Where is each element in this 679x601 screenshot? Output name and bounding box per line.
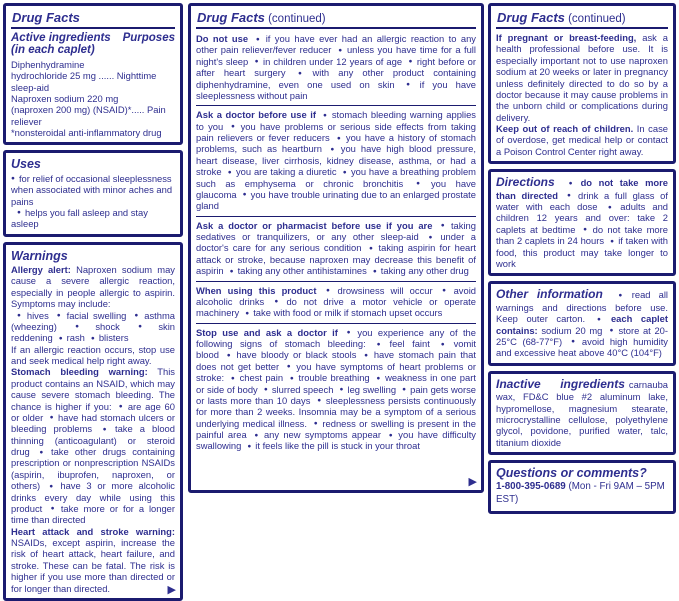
bullet-icon: ● xyxy=(387,431,395,439)
bullet-icon: ● xyxy=(252,431,260,439)
bullet-icon: ● xyxy=(117,403,124,411)
bullet-icon: ● xyxy=(35,448,47,456)
phone-hours: (Mon - Fri 9AM – 5PM EST) xyxy=(496,481,665,505)
bullet-icon: ● xyxy=(17,209,21,217)
bullet-icon: ● xyxy=(230,374,236,382)
other-information-heading: Other information xyxy=(496,287,603,302)
bullet-icon: ● xyxy=(612,291,628,299)
bullet-icon: ● xyxy=(342,168,347,176)
bullet-icon: ● xyxy=(289,374,295,382)
stop-use-section: Stop use and ask a doctor if ● you experience any of the following signs of stomach bleeding: ● feel faint ● vomit blood ● have bloody or black stools ● have stomach pain that does not get better ● you have symptoms of heart problems or stroke: ● chest pain ● trouble breathing ● weakness in one part or side of body ● slurred speech ● leg swelling ● pain gets worse or lasts more than 10 days ● sleeplessness persists continuously for more than 2 weeks. Insomnia may be a symptom of a serious underlying medical illness. ● redness or swelling is present in the painful area ● any new symptoms appear ● you have difficulty swallowing ● it feels like the pill is stuck in your throat xyxy=(196,323,476,456)
bullet-icon: ● xyxy=(335,134,342,142)
active-ingredients-heading xyxy=(11,32,175,57)
column-3 xyxy=(488,3,676,505)
bullet-icon: ● xyxy=(227,168,232,176)
questions-heading: Questions or comments? xyxy=(496,466,647,481)
bullet-icon: ● xyxy=(402,386,407,393)
phone-line xyxy=(496,481,668,506)
bullet-icon: ● xyxy=(581,226,589,234)
bullet-icon: ● xyxy=(408,58,413,66)
bullet-icon: ● xyxy=(98,425,111,433)
inactive-ingredients-box xyxy=(488,371,676,455)
bullet-icon: ● xyxy=(322,287,334,294)
bullet-icon: ● xyxy=(54,312,63,320)
bullet-icon: ● xyxy=(312,420,319,428)
bullet-icon: ● xyxy=(591,315,607,323)
bullet-icon: ● xyxy=(424,233,437,241)
bullet-icon: ● xyxy=(371,340,386,348)
bullet-icon: ● xyxy=(229,267,234,275)
bullet-icon: ● xyxy=(343,329,354,337)
directions-text: Directions ● do not take more than directed ● drink a full glass of water with each dose ● adults and children 12 years and over: take 2 caplets at bedtime ● do not take more than 2 caplets in 24 hours ● if taken with food, this product may take longer to work xyxy=(496,175,668,269)
warnings-text: Allergy alert: Naproxen sodium may cause a severe allergic reaction, especially in people allergic to aspirin. Symptoms may include: ● hives ● facial swelling ● asthma (wheezing) ● shock ● skin reddening ● rash ● blisters If an allergic reaction occurs, stop use and seek medical help right away. Stomach bleeding warning: This product contains an NSAID, which may cause severe stomach bleeding. The chance is higher if you: ● are age 60 or older ● have had stomach ulcers or bleeding problems ● take a blood thinning (anticoagulant) or steroid drug ● take other drugs containing prescription or nonprescription NSAIDs (aspirin, ibuprofen, naproxen, or others) ● have 3 or more alcoholic drinks every day while using this product ● take more or for a longer time than directed Heart attack and stroke warning: NSAIDs, except aspirin, increase the risk of heart attack, heart failure, and stroke. These can be fatal. The risk is higher if you use more than directed or for longer than directed. xyxy=(11,264,175,594)
bullet-icon: ● xyxy=(247,442,252,450)
bullet-icon: ● xyxy=(17,312,23,320)
bullet-icon: ● xyxy=(254,58,260,66)
bullet-icon: ● xyxy=(316,397,322,405)
bullet-icon: ● xyxy=(132,312,141,320)
questions-box xyxy=(488,460,676,513)
continued-arrow-icon: ▶ xyxy=(468,476,477,488)
bullet-icon: ● xyxy=(409,180,427,187)
bullet-icon: ● xyxy=(285,363,293,371)
bullet-icon: ● xyxy=(242,191,247,199)
column-1 xyxy=(3,3,183,596)
active-ingredients-text: Diphenhydramine hydrochloride 25 mg ...... Nighttime sleep-aid Naproxen sodium 220 mg (naproxen 200 mg) (NSAID)*..... Pain reliever *nonsteroidal anti-inflammatory drug xyxy=(11,58,166,139)
bullet-icon: ● xyxy=(46,482,57,490)
directions-heading: Directions xyxy=(496,175,555,190)
bullet-icon: ● xyxy=(270,298,283,306)
bullet-icon: ● xyxy=(375,374,382,382)
bullet-icon: ● xyxy=(90,334,95,342)
continued-panel-1 xyxy=(188,3,484,493)
pregnancy-box xyxy=(488,3,676,164)
bullet-icon: ● xyxy=(125,323,155,331)
bullet-icon: ● xyxy=(610,237,615,245)
bullet-icon: ● xyxy=(400,81,416,88)
active-ingredients-label: Active ingredients (in each caplet) xyxy=(11,32,111,57)
bullet-icon: ● xyxy=(11,175,15,183)
pregnancy-text: If pregnant or breast-feeding, ask a health professional before use. It is especially important not to use naproxen sodium at 20 weeks or later in pregnancy unless definitely directed to do so by a doctor because it may cause problems in the unborn child or complications during delivery. Keep out of reach of children. In case of overdose, get medical help or contact a Poison Control Center right away. xyxy=(496,32,668,157)
inactive-ingredients-heading: Inactive ingredients xyxy=(496,376,625,391)
bullet-icon: ● xyxy=(49,414,55,422)
column-2 xyxy=(188,3,484,493)
bullet-icon: ● xyxy=(367,244,375,252)
directions-box xyxy=(488,169,676,276)
bullet-icon: ● xyxy=(564,179,577,187)
bullet-icon: ● xyxy=(263,386,268,393)
phone-number: 1-800-395-0689 xyxy=(496,481,566,493)
uses-heading: Uses xyxy=(11,157,41,172)
inactive-ingredients-text: Inactive ingredients carnauba wax, FD&C blue #2 aluminum lake, hypromellose, magnesium stearate, microcrystalline cellulose, polyethylene glycol, povidone, purified water, talc, titanium dioxide xyxy=(496,376,668,448)
purposes-label: Purposes xyxy=(122,32,175,44)
bullet-icon: ● xyxy=(245,309,250,317)
warnings-box xyxy=(3,242,183,601)
bullet-icon: ● xyxy=(224,351,233,359)
other-information-box xyxy=(488,281,676,365)
bullet-icon: ● xyxy=(339,386,344,393)
uses-box xyxy=(3,150,183,236)
bullet-icon: ● xyxy=(328,145,337,153)
bullet-icon: ● xyxy=(58,334,63,342)
bullet-icon: ● xyxy=(229,123,237,131)
bullet-icon: ● xyxy=(438,222,447,230)
bullet-icon: ● xyxy=(62,323,92,331)
bullet-icon: ● xyxy=(603,203,617,211)
uses-text: ● for relief of occasional sleeplessness when associated with minor aches and pains ● helps you fall asleep and stay asleep xyxy=(11,172,173,230)
bullet-icon: ● xyxy=(608,327,615,335)
warnings-heading: Warnings xyxy=(11,248,68,263)
when-using-section: When using this product ● drowsiness will occur ● avoid alcoholic drinks ● do not drive a motor vehicle or operate machinery ● take with food or milk if stomach upset occurs xyxy=(196,281,476,323)
bullet-icon: ● xyxy=(372,267,377,275)
bullet-icon: ● xyxy=(435,340,450,348)
continued-arrow-icon: ▶ xyxy=(167,583,176,596)
drug-facts-continued-title: Drug Facts (continued) xyxy=(496,9,668,29)
bullet-icon: ● xyxy=(321,111,328,119)
other-information-text: Other information ● read all warnings and directions before use. Keep outer carton. ● each caplet contains: sodium 20 mg ● store at 20-25°C (68-77°F) ● avoid high humidity and excessive heat above 40°C (104°F) xyxy=(496,287,668,359)
bullet-icon: ● xyxy=(568,338,578,346)
bullet-icon: ● xyxy=(563,192,575,200)
bullet-icon: ● xyxy=(438,287,450,294)
ask-doctor-section: Ask a doctor before use if ● stomach bleeding warning applies to you ● you have problems or serious side effects from taking pain relievers or fever reducers ● you have a history of stomach problems, such as heartburn ● you have high blood pressure, heart disease, liver cirrhosis, kidney disease, asthma, or had a stroke ● you are taking a diuretic ● you have a breathing problem such as emphysema or chronic bronchitis ● you have glaucoma ● you have trouble urinating due to an enlarged prostate gland xyxy=(196,105,476,215)
bullet-icon: ● xyxy=(254,35,262,43)
drug-facts-continued-title: Drug Facts (continued) xyxy=(196,9,476,29)
bullet-icon: ● xyxy=(48,505,57,513)
bullet-icon: ● xyxy=(362,351,370,359)
active-ingredients-box xyxy=(3,3,183,145)
bullet-icon: ● xyxy=(291,69,309,77)
do-not-use-section: Do not use ● if you have ever had an allergic reaction to any other pain reliever/fever reducer ● unless you have time for a full night's sleep ● in children under 12 years of age ● right before or after heart surgery ● with any other product containing diphenhydramine, even one used on skin ● if you have sleeplessness without pain xyxy=(196,33,477,101)
bullet-icon: ● xyxy=(337,46,343,54)
ask-doctor-pharmacist-section: Ask a doctor or pharmacist before use if you are ● taking sedatives or tranquilizers, or any other sleep-aid ● under a doctor's care for any serious condition ● taking aspirin for heart attack or stroke, because naproxen may decrease this benefit of aspirin ● taking any other antihistamines ● taking any other drug xyxy=(196,216,476,281)
drug-facts-title: Drug Facts xyxy=(11,9,175,29)
